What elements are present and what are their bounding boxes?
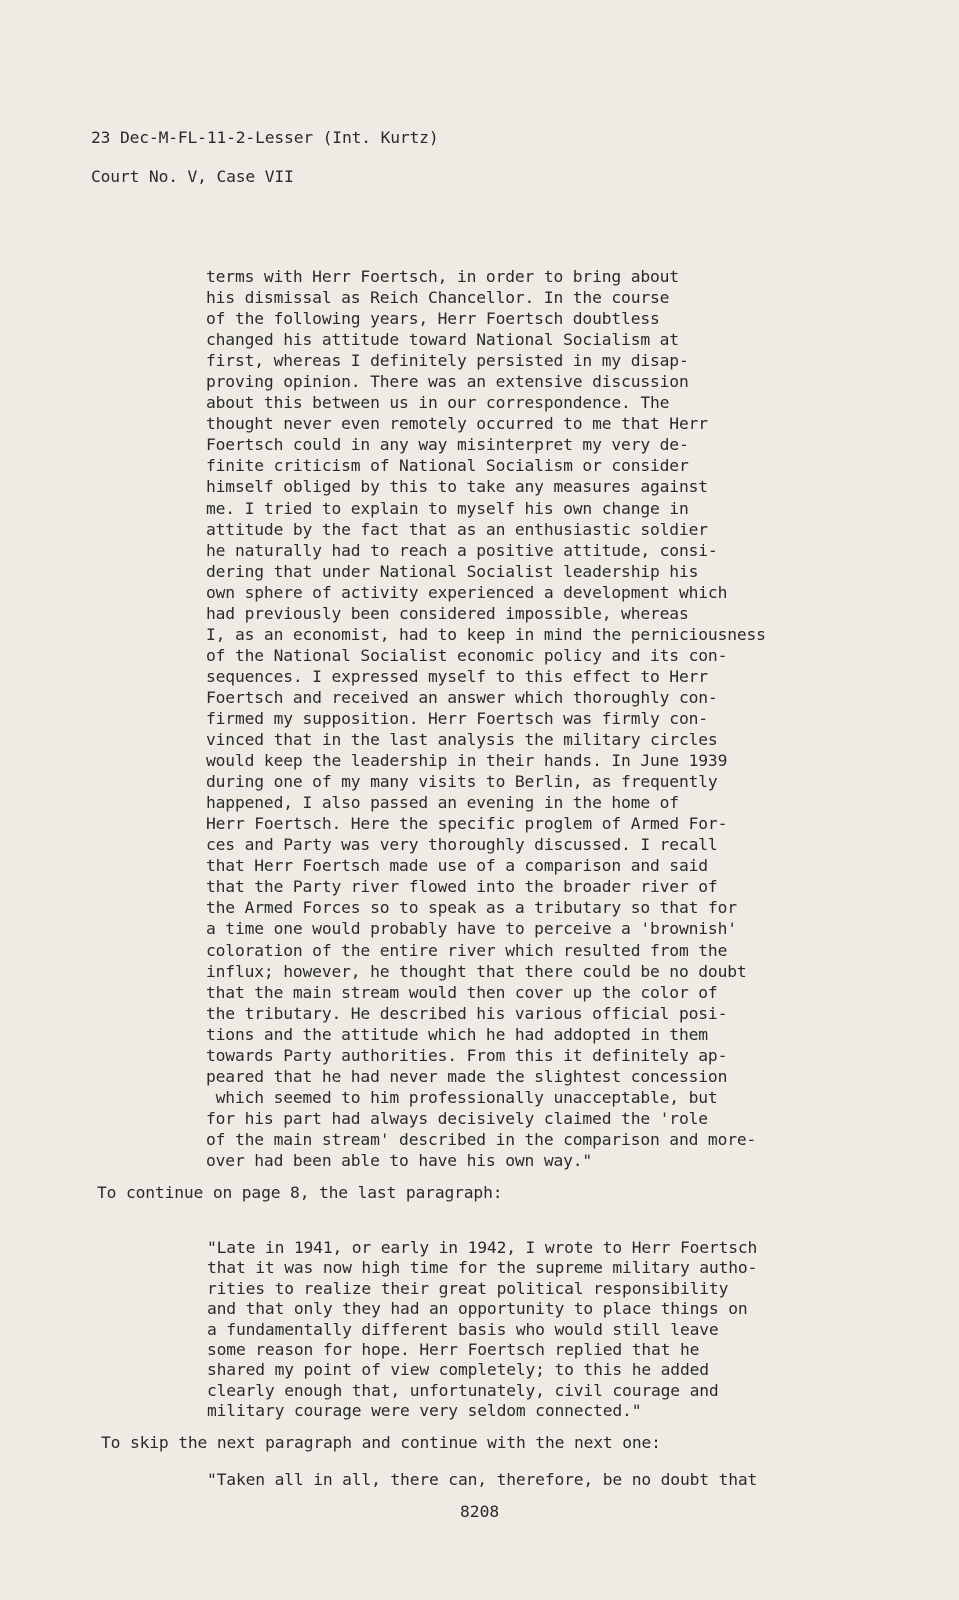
text-line: sequences. I expressed myself to this effect to Herr [206, 666, 708, 686]
text-line: of the following years, Herr Foertsch doubtless [206, 309, 660, 329]
header-reference: 23 Dec-M-FL-11-2-Lesser (Int. Kurtz) [91, 128, 439, 147]
text-line: terms with Herr Foertsch, in order to bring about [206, 267, 679, 286]
text-line: dering that under National Socialist leadership his [206, 561, 699, 581]
text-line: that the main stream would then cover up the color of [206, 982, 718, 1002]
text-line: would keep the leadership in their hands. In June 1939 [206, 751, 728, 771]
header-court: Court No. V, Case VII [91, 167, 294, 186]
text-line: his dismissal as Reich Chancellor. In the course [206, 288, 670, 308]
body-paragraph [206, 266, 846, 1171]
text-line: a fundamentally different basis who would still leave [207, 1319, 719, 1339]
text-line: himself obliged by this to take any measures against [206, 477, 708, 497]
text-line: that it was now high time for the supreme military autho- [207, 1258, 758, 1278]
text-line: coloration of the entire river which resulted from the [206, 940, 728, 960]
text-line: of the main stream' described in the comparison and more- [206, 1129, 757, 1149]
instruction-skip: To skip the next paragraph and continue with the next one: [101, 1433, 661, 1452]
text-line: some reason for hope. Herr Foertsch replied that he [207, 1339, 700, 1359]
text-line: he naturally had to reach a positive attitude, consi- [206, 540, 718, 560]
text-line: for his part had always decisively claimed the 'role [206, 1108, 708, 1128]
text-line: peared that he had never made the slightest concession [206, 1066, 728, 1086]
text-line: Herr Foertsch. Here the specific proglem of Armed For- [206, 814, 728, 834]
text-line: a time one would probably have to perceive a 'brownish' [206, 919, 737, 939]
text-line: I, as an economist, had to keep in mind the perniciousness [206, 624, 766, 644]
text-line: proving opinion. There was an extensive discussion [206, 372, 689, 392]
text-line: Foertsch could in any way misinterpret my very de- [206, 435, 689, 455]
text-line: firmed my supposition. Herr Foertsch was firmly con- [206, 708, 708, 728]
text-line: of the National Socialist economic policy and its con- [206, 645, 728, 665]
text-line: shared my point of view completely; to this he added [207, 1360, 709, 1380]
text-line: me. I tried to explain to myself his own change in [206, 498, 689, 518]
text-line: rities to realize their great political responsibility [207, 1278, 729, 1298]
final-text-line: "Taken all in all, there can, therefore, be no doubt that [207, 1470, 758, 1489]
text-line: first, whereas I definitely persisted in my disap- [206, 351, 689, 371]
text-line: ces and Party was very thoroughly discussed. I recall [206, 835, 718, 855]
text-line: had previously been considered impossible, whereas [206, 603, 689, 623]
text-line: thought never even remotely occurred to me that Herr [206, 414, 708, 434]
instruction-continue: To continue on page 8, the last paragraph: [97, 1183, 503, 1202]
text-line: military courage were very seldom connected." [207, 1401, 642, 1421]
text-line: towards Party authorities. From this it definitely ap- [206, 1045, 728, 1065]
text-line: Foertsch and received an answer which thoroughly con- [206, 687, 718, 707]
text-line: that Herr Foertsch made use of a comparison and said [206, 856, 708, 876]
text-line: that the Party river flowed into the broader river of [206, 877, 718, 897]
text-line: tions and the attitude which he had addopted in them [206, 1024, 708, 1044]
text-line: clearly enough that, unfortunately, civil courage and [207, 1380, 719, 1400]
text-line: happened, I also passed an evening in the home of [206, 793, 679, 813]
text-line: influx; however, he thought that there could be no doubt [206, 961, 747, 981]
text-line: the tributary. He described his various official posi- [206, 1003, 728, 1023]
text-line: which seemed to him professionally unacceptable, but [206, 1087, 718, 1107]
text-line: about this between us in our correspondence. The [206, 393, 670, 413]
text-line: vinced that in the last analysis the military circles [206, 730, 718, 750]
text-line: over had been able to have his own way." [206, 1150, 593, 1170]
quote-paragraph [207, 1238, 847, 1422]
text-line: "Late in 1941, or early in 1942, I wrote to Herr Foertsch [207, 1238, 758, 1257]
text-line: and that only they had an opportunity to place things on [207, 1299, 748, 1319]
text-line: finite criticism of National Socialism or consider [206, 456, 689, 476]
page-number: 8208 [460, 1502, 500, 1521]
text-line: the Armed Forces so to speak as a tributary so that for [206, 898, 737, 918]
text-line: attitude by the fact that as an enthusiastic soldier [206, 519, 708, 539]
text-line: during one of my many visits to Berlin, as frequently [206, 772, 718, 792]
text-line: own sphere of activity experienced a development which [206, 582, 728, 602]
text-line: changed his attitude toward National Socialism at [206, 330, 679, 350]
